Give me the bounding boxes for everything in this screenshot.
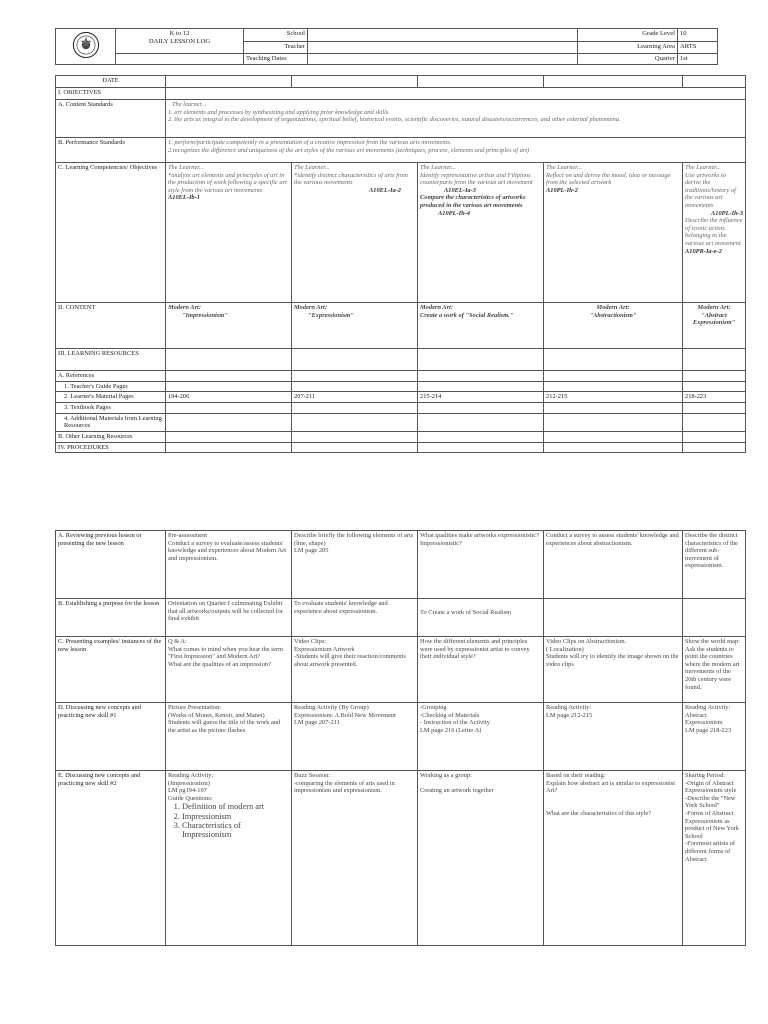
date-label: DATE: [56, 76, 166, 88]
comp-code2: A10PR-Ia-e-2: [685, 247, 722, 255]
comp-code2: A10PL-Ih-4: [438, 209, 470, 217]
lm-pages: 218-223: [683, 392, 746, 403]
empty-cell: [418, 403, 544, 414]
comp-intro: The Learner...: [168, 164, 204, 171]
proc-cell: Describe the distinct characteristics of the different sub-movement of expressionism.: [683, 531, 746, 599]
empty-cell: [166, 431, 292, 442]
proc-cell: Picture Presentation: (Works of Monet, Renoir, and Manet) Students will guess the title of the work and the artist as the picture flashes: [166, 703, 292, 771]
empty-cell: [544, 413, 683, 431]
empty-cell: [683, 442, 746, 453]
procedures-label: IV. PROCEDURES: [56, 442, 166, 453]
proc-cell: Working as a group: Creating an artwork together: [418, 771, 544, 946]
comp-text: Reflect on and derive the mood, idea or message from the selected artwork: [546, 171, 671, 187]
school-field[interactable]: [308, 29, 578, 42]
title-line1: K to 12: [169, 30, 190, 37]
empty-cell: [292, 371, 418, 382]
empty-cell: [292, 349, 418, 371]
proc-cell: Reading Activity: Abstract Expressionism LM page 218-223: [683, 703, 746, 771]
content-b: "Impressionism": [182, 311, 228, 319]
comp-code: A10EL-Ia-2: [369, 186, 401, 194]
proc-cell: Show the world map: Ask the students to point the countries where the modern art movements of the 20th century were found.: [683, 637, 746, 703]
add-label: 4. Additional Materials from Learning Resources: [56, 413, 166, 431]
empty-cell: [544, 371, 683, 382]
empty-cell: [418, 371, 544, 382]
empty-cell: [683, 431, 746, 442]
proc-cell: To evaluate students' knowledge and experience about expressionism.: [292, 599, 418, 637]
title-line2: DAILY LESSON LOG: [148, 38, 211, 45]
proc-cell: Video Clips on Abstractionism. ( Localization) Students will try to identify the image shown on the video clips: [544, 637, 683, 703]
empty-cell: [292, 442, 418, 453]
comp-extra: Compare the characteristics of artworks produced in the various art movements: [420, 194, 526, 209]
proc-cell: Pre-assessment Conduct a survey to evaluate/assess students' knowledge and experiences about Modern Art and impressionism.: [166, 531, 292, 599]
teacher-label: Teacher: [244, 42, 308, 53]
quarter-value[interactable]: 1st: [678, 53, 718, 64]
content-a: Modern Art:: [596, 304, 630, 311]
comp-intro: The Learner...: [420, 164, 456, 171]
competency-cell: [544, 163, 683, 303]
content-standards-label: A. Content Standards: [56, 100, 166, 138]
empty-cell: [292, 431, 418, 442]
objectives-label: I. OBJECTIVES: [56, 88, 166, 100]
date-cell[interactable]: [166, 76, 292, 88]
empty-cell: [418, 413, 544, 431]
date-cell[interactable]: [544, 76, 683, 88]
lm-pages: 194-206: [166, 392, 292, 403]
ps-line: 1. perform/participate competently in a presentation of a creative impression from the various arts movements.: [168, 139, 452, 146]
objectives-cell: [166, 88, 746, 100]
lm-pages: 212-215: [544, 392, 683, 403]
blank-cell: [116, 53, 244, 64]
proc-e-first-cell: [166, 771, 292, 946]
empty-cell: [166, 371, 292, 382]
proc-a-label: A. Reviewing previous lesson or presenting the new lesson: [56, 531, 166, 599]
content-b: "Abstract Expressionism": [692, 311, 736, 327]
title-cell: [116, 29, 244, 54]
content-a: Modern Art:: [294, 304, 327, 311]
content-cell: [292, 303, 418, 349]
empty-cell: [544, 403, 683, 414]
guide-question: 3. Characteristics of Impressionism: [182, 821, 289, 839]
empty-cell: [292, 413, 418, 431]
comp-intro: The Learner...: [546, 164, 582, 171]
empty-cell: [166, 349, 292, 371]
proc-cell: Conduct a survey to assess students' knowledge and experiences about abstractionism.: [544, 531, 683, 599]
empty-cell: [166, 413, 292, 431]
comp-code: A10PL-Ih-3: [711, 209, 743, 217]
proc-d-label: D. Discussing new concepts and practicing new skill #1: [56, 703, 166, 771]
guide-question: 2. Impressionism: [182, 812, 289, 821]
lm-pages: 215-214: [418, 392, 544, 403]
other-label: B. Other Learning Resources: [56, 431, 166, 442]
empty-cell: [166, 403, 292, 414]
comp-intro: The Learner...: [294, 164, 330, 171]
logo-cell: [56, 29, 116, 65]
content-b: "Expressionism": [308, 311, 354, 319]
content-cell: [683, 303, 746, 349]
date-cell[interactable]: [292, 76, 418, 88]
proc-cell: [683, 599, 746, 637]
date-cell[interactable]: [683, 76, 746, 88]
dates-label: Teaching Dates: [244, 53, 308, 64]
content-label: II. CONTENT: [56, 303, 166, 349]
comp-code: A10EL-Ib-1: [168, 194, 200, 202]
proc-b-label: B. Establishing a purpose for the lesson: [56, 599, 166, 637]
proc-cell: Orientation on Quarter I culminating Exhibit that all artworks/outputs will be collected for final exhibit: [166, 599, 292, 637]
guide-questions-list: [168, 802, 289, 839]
proc-c-label: C. Presenting examples/ instances of the new lesson: [56, 637, 166, 703]
content-cell: [418, 303, 544, 349]
references-label: A. References: [56, 371, 166, 382]
empty-cell: [166, 381, 292, 392]
content-b: "Abstractionism": [589, 311, 637, 319]
cs-line: 2. the arts as integral to the development of organizations, spiritual belief, historical events, scientific discoveries, natural disasters/occurrences, and other external phenomena.: [168, 116, 621, 124]
school-label: School: [244, 29, 308, 42]
competency-cell: [418, 163, 544, 303]
lm-label: 2. Learner's Material Pages: [56, 392, 166, 403]
content-cell: [166, 303, 292, 349]
comp-intro: The Learner...: [685, 164, 721, 171]
area-label: Learning Area: [578, 42, 678, 53]
performance-standards-text: [166, 138, 746, 163]
proc-cell: [544, 599, 683, 637]
empty-cell: [418, 381, 544, 392]
comp-code: A10PL-Ih-2: [546, 186, 578, 194]
empty-cell: [544, 442, 683, 453]
deped-seal-icon: [72, 31, 100, 59]
content-b: Create a work of "Social Realism.": [420, 311, 514, 319]
empty-cell: [683, 371, 746, 382]
empty-cell: [683, 381, 746, 392]
proc-cell: How the different elements and principles were used by expressionist artist to convey their individual style?: [418, 637, 544, 703]
empty-cell: [418, 349, 544, 371]
empty-cell: [544, 381, 683, 392]
competency-cell: [166, 163, 292, 303]
empty-cell: [292, 403, 418, 414]
content-a: Modern Art:: [420, 304, 453, 311]
header-table: [55, 28, 718, 65]
proc-e-label: E. Discussing new concepts and practicing new skill #2: [56, 771, 166, 946]
comp-extra: Describe the influence of iconic artists belonging to the various art movement: [685, 217, 743, 247]
competency-cell: [683, 163, 746, 303]
tb-label: 3. Textbook Pages: [56, 403, 166, 414]
empty-cell: [418, 431, 544, 442]
proc-cell: Q & A: What comes to mind when you hear the term "First Impression" and Modern Art? What are the qualities of an impression?: [166, 637, 292, 703]
cs-line: 1. art elements and processes by synthesizing and applying prior knowledge and skills.: [168, 108, 390, 116]
teacher-field[interactable]: [308, 42, 578, 53]
empty-cell: [683, 403, 746, 414]
grade-label: Grade Level: [578, 29, 678, 42]
empty-cell: [418, 442, 544, 453]
comp-text: Identify representative artists and Filipinos counterparts from the various art movement: [420, 171, 533, 187]
ps-line: 2.recognizes the difference and uniqueness of the art styles of the various art movements (techniques, process, elements and principles of art): [168, 146, 530, 154]
quarter-label: Quarter: [578, 53, 678, 64]
empty-cell: [683, 413, 746, 431]
competencies-label: C. Learning Competencies/ Objectives: [56, 163, 166, 303]
proc-cell: Describe briefly the following elements of arts (line, shape) LM page 205: [292, 531, 418, 599]
comp-text: *identify distinct characteristics of arts from the various movements: [294, 171, 408, 187]
comp-text: *analyze art elements and principles of art in the production of work following a specific art style from the various art movements: [168, 171, 287, 194]
tg-label: 1. Teacher's Guide Pages: [56, 381, 166, 392]
content-a: Modern Art:: [697, 304, 731, 311]
guide-question: 1. Definition of modern art: [182, 802, 289, 811]
performance-standards-label: B. Performance Standards: [56, 138, 166, 163]
proc-cell: -Grouping -Checking of Materials - Instruction of the Activity LM page 216 (Letter A): [418, 703, 544, 771]
empty-cell: [166, 442, 292, 453]
competency-cell: [292, 163, 418, 303]
lesson-log-table: [55, 75, 746, 453]
proc-cell: Video Clips: Expressionism Artwork -Students will give their reaction/comments about artwork presented.: [292, 637, 418, 703]
date-cell[interactable]: [418, 76, 544, 88]
resources-label: III. LEARNING RESOURCES: [56, 349, 166, 371]
content-cell: [544, 303, 683, 349]
area-value[interactable]: ARTS: [678, 42, 718, 53]
proc-cell: What qualities make artworks expressionistic? Impressionistic?: [418, 531, 544, 599]
proc-cell: Reading Activity (By Group) Expressionism: A Bold New Movement LM page 207-211: [292, 703, 418, 771]
comp-text: Use artworks to derive the traditions/history of the various art movements: [685, 171, 736, 209]
proc-cell: Sharing Period: -Origin of Abstract Expressionism style -Describe the "New York School" -Forms of Abstract Expressionism as product of New York School -Foremost artists of different forms of Abstract: [683, 771, 746, 946]
proc-cell: Reading Activity: LM page 212-215: [544, 703, 683, 771]
procedures-table: [55, 530, 746, 946]
empty-cell: [544, 431, 683, 442]
comp-code: A10EL-Ia-3: [444, 186, 476, 194]
lm-pages: 207-211: [292, 392, 418, 403]
content-standards-text: [166, 100, 746, 138]
empty-cell: [683, 349, 746, 371]
proc-cell: Based on their reading: Explain how abstract art is similar to expressionist Art? What are the characteristics of this style?: [544, 771, 683, 946]
dates-field[interactable]: [308, 53, 578, 64]
proc-cell: To Create a work of Social Realism: [418, 599, 544, 637]
grade-value[interactable]: 10: [678, 29, 718, 42]
proc-cell: Buzz Session: -comparing the elements of arts used in impressionism and expressionism.: [292, 771, 418, 946]
proc-e-intro: Reading Activity: (Impressionism) LM pg194-197 Guide Questions:: [168, 772, 214, 802]
cs-line: The learner...: [172, 101, 207, 108]
content-a: Modern Art:: [168, 304, 201, 311]
empty-cell: [292, 381, 418, 392]
empty-cell: [544, 349, 683, 371]
